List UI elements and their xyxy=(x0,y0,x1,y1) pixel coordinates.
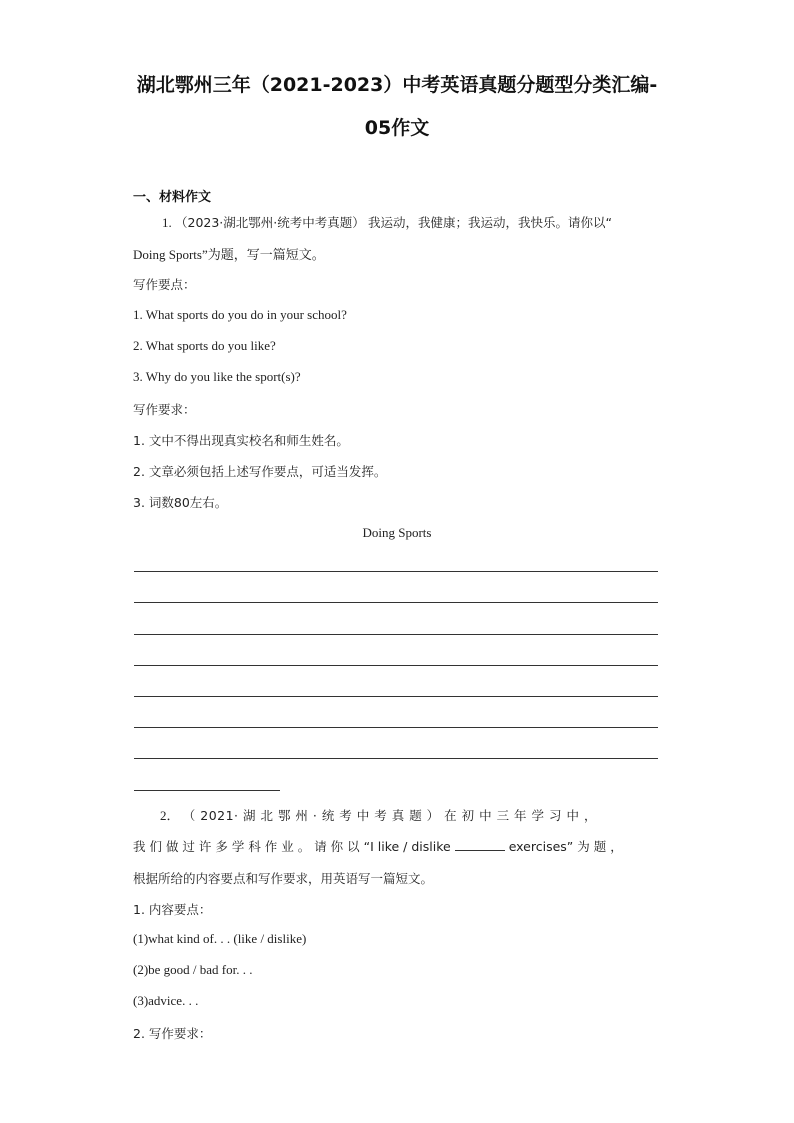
essay-title: Doing Sports xyxy=(362,525,432,540)
question-2-point: (2)be good / bad for. . . xyxy=(133,962,253,977)
question-1-requirements-heading: 写作要求： xyxy=(133,402,196,417)
answer-line xyxy=(134,571,658,572)
fill-in-blank xyxy=(455,838,505,851)
answer-line xyxy=(134,727,658,728)
question-1-requirement: 3. 词数80左右。 xyxy=(133,495,228,510)
question-1-number: 1. xyxy=(162,215,172,230)
question-1-points-heading: 写作要点： xyxy=(133,277,196,292)
document-title-line-2: 05作文 xyxy=(364,117,430,139)
answer-line xyxy=(134,790,280,791)
question-1-intro xyxy=(162,213,612,231)
question-2-line-2 xyxy=(133,837,623,855)
question-2-line-1 xyxy=(160,805,597,824)
question-1-point: 3. Why do you like the sport(s)? xyxy=(133,369,301,384)
question-2-prompt-b: exercises” 为 题 ， xyxy=(508,839,623,854)
section-heading: 一、材料作文 xyxy=(133,190,212,205)
answer-line xyxy=(134,665,658,666)
question-1-prompt-a: 我运动，我健康；我运动，我快乐。请你以“ xyxy=(368,215,612,230)
question-1-prompt-b: Doing Sports”为题，写一篇短文。 xyxy=(133,247,325,262)
answer-line xyxy=(134,602,658,603)
question-2-points-heading: 1. 内容要点： xyxy=(133,902,212,917)
question-1-requirement: 2. 文章必须包括上述写作要点，可适当发挥。 xyxy=(133,464,387,479)
question-2-number: 2． xyxy=(160,808,180,823)
answer-line xyxy=(134,634,658,635)
question-1-point: 2. What sports do you like? xyxy=(133,338,276,353)
question-1-requirement: 1. 文中不得出现真实校名和师生姓名。 xyxy=(133,433,349,448)
question-1-source: （2023·湖北鄂州·统考中考真题） xyxy=(175,215,365,230)
document-title-line-1: 湖北鄂州三年（2021-2023）中考英语真题分题型分类汇编- xyxy=(136,74,658,96)
question-2-point: (1)what kind of. . . (like / dislike) xyxy=(133,931,307,946)
answer-line xyxy=(134,696,658,697)
question-2-source: （ 2021· 湖 北 鄂 州 · 统 考 中 考 真 题 ） 在 初 中 三 年 学 习 中 ， xyxy=(182,808,597,823)
question-2-prompt-a: 我 们 做 过 许 多 学 科 作 业 。 请 你 以 “I like / dislike xyxy=(133,839,451,854)
question-1-point: 1. What sports do you do in your school? xyxy=(133,307,347,322)
question-2-line-3: 根据所给的内容要点和写作要求，用英语写一篇短文。 xyxy=(133,871,434,886)
answer-line xyxy=(134,758,658,759)
question-2-point: (3)advice. . . xyxy=(133,993,199,1008)
question-2-requirements-heading: 2. 写作要求： xyxy=(133,1026,212,1041)
